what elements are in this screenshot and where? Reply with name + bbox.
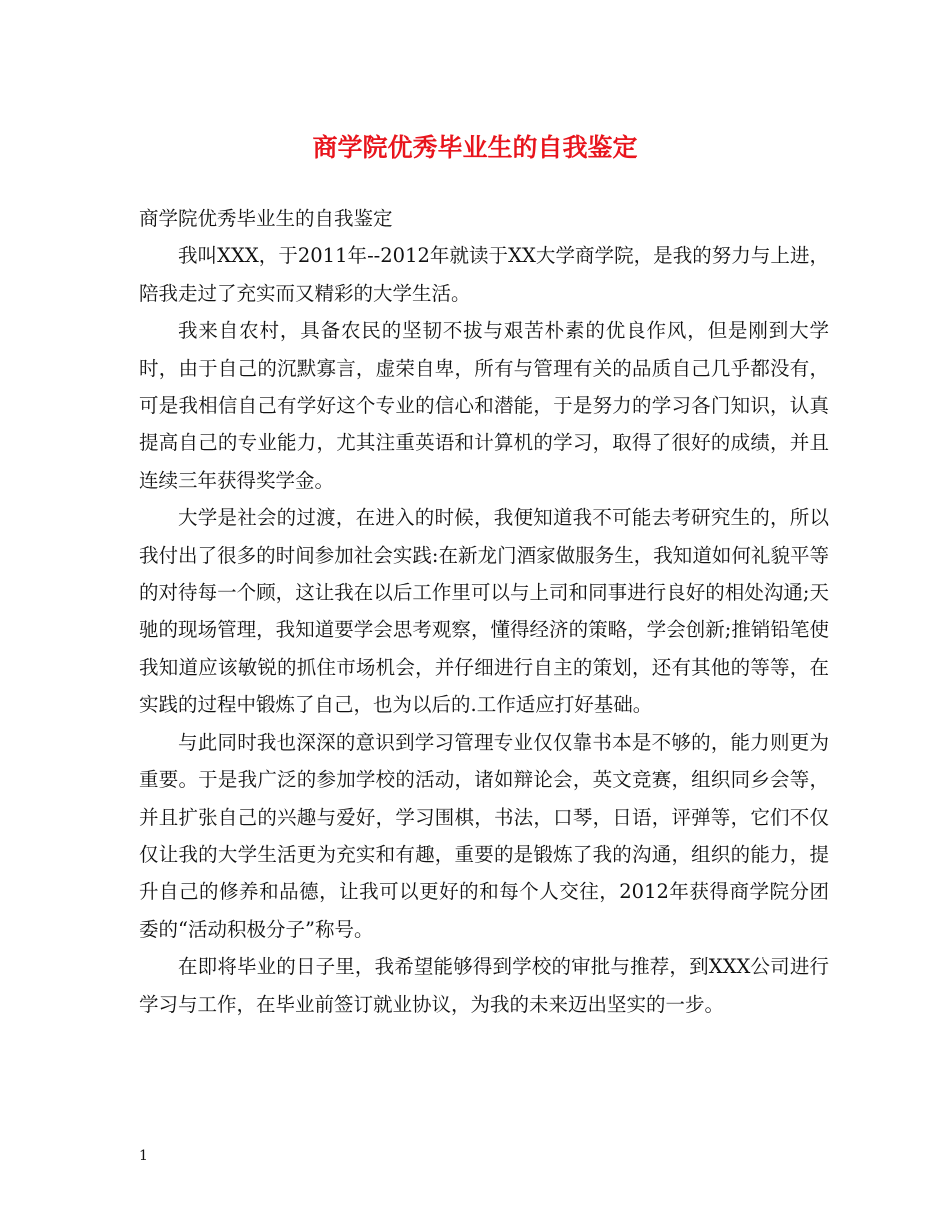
paragraph-1: 我叫XXX，于2011年--2012年就读于XX大学商学院，是我的努力与上进，陪我走过了充实而又精彩的大学生活。 (139, 244, 829, 305)
document-subtitle: 商学院优秀毕业生的自我鉴定 (139, 207, 393, 230)
paragraph-3: 大学是社会的过渡，在进入的时候，我便知道我不可能去考研究生的，所以我付出了很多的时间参加社会实践:在新龙门酒家做服务生，我知道如何礼貌平等的对待每一个顾，这让我在以后工作里可以与上司和同事进行良好的相处沟通;天驰的现场管理，我知道要学会思考观察，懂得经济的策略，学会创新;推销铅笔使我知道应该敏锐的抓住市场机会，并仔细进行自主的策划，还有其他的等等，在实践的过程中锻炼了自己，也为以后的.工作适应打好基础。 (139, 506, 829, 717)
document-title: 商学院优秀毕业生的自我鉴定 (312, 133, 638, 162)
document-body (139, 200, 829, 1023)
paragraph-5: 在即将毕业的日子里，我希望能够得到学校的审批与推荐，到XXX公司进行学习与工作，在毕业前签订就业协议，为我的未来迈出坚实的一步。 (139, 955, 829, 1016)
paragraph-4: 与此同时我也深深的意识到学习管理专业仅仅靠书本是不够的，能力则更为重要。于是我广泛的参加学校的活动，诸如辩论会，英文竞赛，组织同乡会等，并且扩张自己的兴趣与爱好，学习围棋，书法，口琴，日语，评弹等，它们不仅仅让我的大学生活更为充实和有趣，重要的是锻炼了我的沟通，组织的能力，提升自己的修养和品德，让我可以更好的和每个人交往，2012年获得商学院分团委的“活动积极分子”称号。 (139, 730, 829, 941)
page-number: 1 (139, 1148, 148, 1164)
paragraph-2: 我来自农村，具备农民的坚韧不拔与艰苦朴素的优良作风，但是刚到大学时，由于自己的沉默寡言，虚荣自卑，所有与管理有关的品质自己几乎都没有，可是我相信自己有学好这个专业的信心和潜能，于是努力的学习各门知识，认真提高自己的专业能力，尤其注重英语和计算机的学习，取得了很好的成绩，并且连续三年获得奖学金。 (139, 319, 829, 492)
